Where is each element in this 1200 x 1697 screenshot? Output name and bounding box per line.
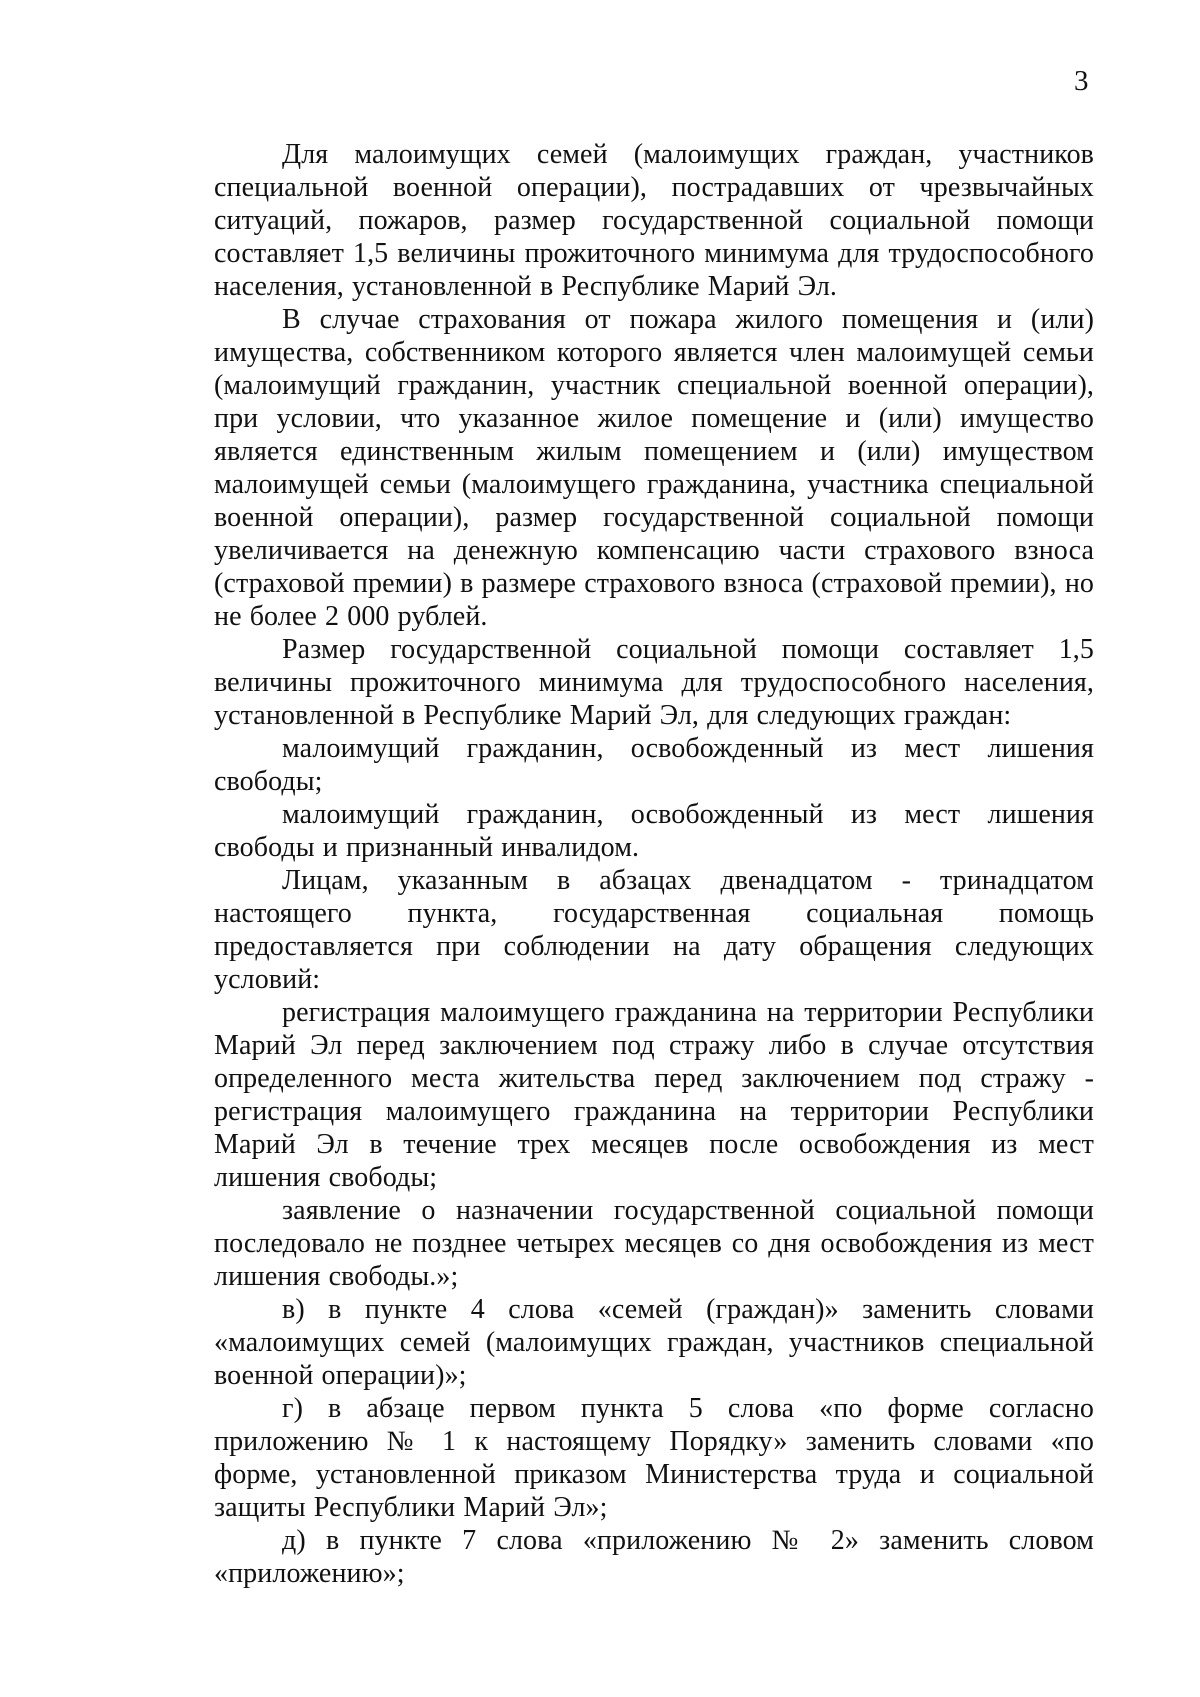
paragraph-assistance-amount: Размер государственной социальной помощи составляет 1,5 величины прожиточного минимума для трудоспособного населения, установленной в Республике Марий Эл, для следующих граждан: bbox=[214, 634, 1094, 731]
paragraph-fire-insurance: В случае страхования от пожара жилого помещения и (или) имущества, собственником которого является член малоимущей семьи (малоимущий гражданин, участник специальной военной операции), при условии, что указанное жилое помещение и (или) имущество является единственным жилым помещением и (или) имуществом малоимущей семьи (малоимущего гражданина, участника специальной военной операции), размер государственной социальной помощи увеличивается на денежную компенсацию части страхового взноса (страховой премии) в размере страхового взноса (страховой премии), но не более 2 000 рублей. bbox=[214, 304, 1094, 632]
document-body bbox=[214, 138, 1094, 1590]
paragraph-released-citizen: малоимущий гражданин, освобожденный из мест лишения свободы; bbox=[214, 733, 1094, 797]
page-number: 3 bbox=[1074, 65, 1089, 97]
paragraph-conditions-intro: Лицам, указанным в абзацах двенадцатом - тринадцатом настоящего пункта, государственная социальная помощь предоставляется при соблюдении на дату обращения следующих условий: bbox=[214, 865, 1094, 995]
paragraph-amendment-v: в) в пункте 4 слова «семей (граждан)» заменить словами «малоимущих семей (малоимущих граждан, участников специальной военной операции)»; bbox=[214, 1294, 1094, 1391]
paragraph-registration-condition: регистрация малоимущего гражданина на территории Республики Марий Эл перед заключением под стражу либо в случае отсутствия определенного места жительства перед заключением под стражу - регистрация малоимущего гражданина на территории Республики Марий Эл в течение трех месяцев после освобождения из мест лишения свободы; bbox=[214, 997, 1094, 1193]
paragraph-application-deadline: заявление о назначении государственной социальной помощи последовало не позднее четырех месяцев со дня освобождения из мест лишения свободы.»; bbox=[214, 1195, 1094, 1292]
paragraph-amendment-g: г) в абзаце первом пункта 5 слова «по форме согласно приложению № 1 к настоящему Порядку» заменить словами «по форме, установленной приказом Министерства труда и социальной защиты Республики Марий Эл»; bbox=[214, 1393, 1094, 1523]
paragraph-released-disabled-citizen: малоимущий гражданин, освобожденный из мест лишения свободы и признанный инвалидом. bbox=[214, 799, 1094, 863]
paragraph-low-income-emergency: Для малоимущих семей (малоимущих граждан, участников специальной военной операции), пострадавших от чрезвычайных ситуаций, пожаров, размер государственной социальной помощи составляет 1,5 величины прожиточного минимума для трудоспособного населения, установленной в Республике Марий Эл. bbox=[214, 139, 1094, 302]
paragraph-amendment-d: д) в пункте 7 слова «приложению № 2» заменить словом «приложению»; bbox=[214, 1525, 1094, 1589]
